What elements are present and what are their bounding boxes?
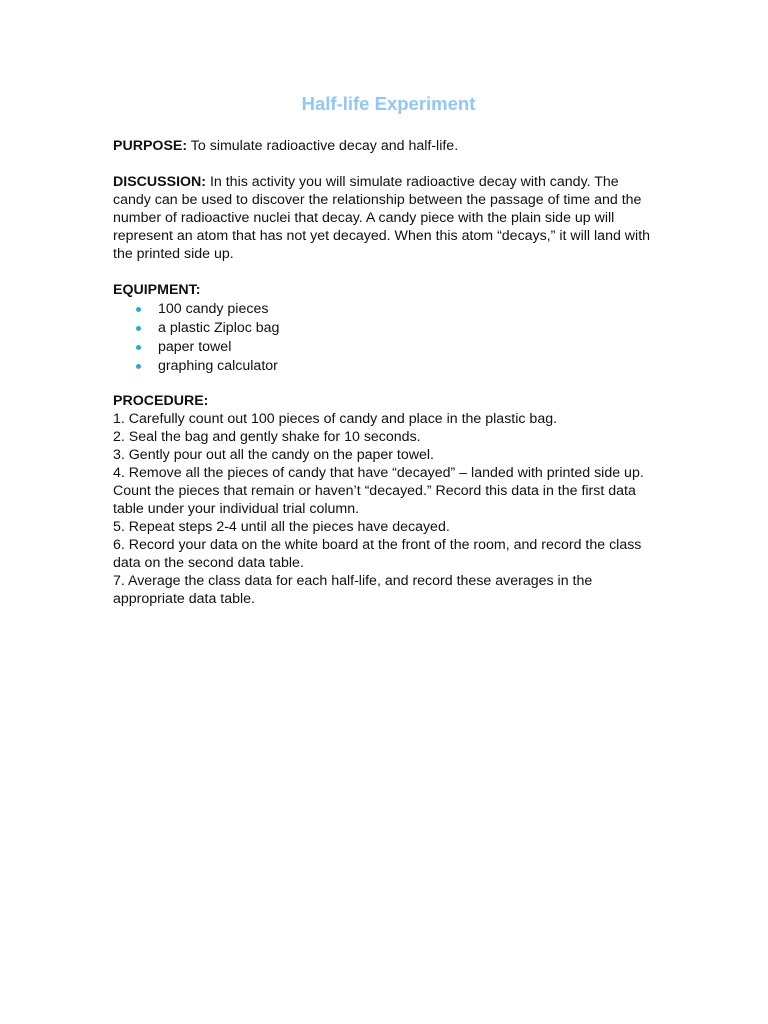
purpose-label: PURPOSE: xyxy=(113,138,188,154)
equipment-section xyxy=(113,281,658,376)
equipment-list xyxy=(113,300,658,376)
procedure-step: 7. Average the class data for each half-life, and record these averages in the appropriate data table. xyxy=(113,573,593,607)
page-title: Half-life Experiment xyxy=(301,93,476,114)
procedure-step: 2. Seal the bag and gently shake for 10 seconds. xyxy=(113,429,421,445)
procedure-step: 6. Record your data on the white board at the front of the room, and record the class data on the second data table. xyxy=(113,537,642,571)
list-item-text: a plastic Ziploc bag xyxy=(158,320,280,336)
procedure-step: 1. Carefully count out 100 pieces of candy and place in the plastic bag. xyxy=(113,411,558,427)
list-item-text: graphing calculator xyxy=(158,358,278,374)
procedure-section xyxy=(113,392,658,608)
document-body xyxy=(113,92,658,608)
list-item xyxy=(113,319,658,338)
purpose-section xyxy=(113,137,658,155)
procedure-note: Count the pieces that remain or haven’t “decayed.” Record this data in the first data table under your individual trial column. xyxy=(113,483,636,517)
equipment-heading: EQUIPMENT: xyxy=(113,282,201,298)
discussion-text: In this activity you will simulate radioactive decay with candy. The candy can be used to discover the relationship between the passage of time and the number of radioactive nuclei that decay. A candy piece with the plain side up will represent an atom that has not yet decayed. When this atom “decays,” it will land with the printed side up. xyxy=(113,174,651,262)
list-item xyxy=(113,357,658,376)
bullet-icon xyxy=(136,326,141,331)
procedure-step: 5. Repeat steps 2-4 until all the pieces have decayed. xyxy=(113,519,450,535)
procedure-step: 3. Gently pour out all the candy on the paper towel. xyxy=(113,447,434,463)
procedure-step: 4. Remove all the pieces of candy that have “decayed” – landed with printed side up. xyxy=(113,465,644,481)
discussion-section xyxy=(113,173,658,263)
discussion-label: DISCUSSION: xyxy=(113,174,207,190)
bullet-icon xyxy=(136,307,141,312)
list-item xyxy=(113,300,658,319)
bullet-icon xyxy=(136,364,141,369)
procedure-heading: PROCEDURE: xyxy=(113,393,209,409)
bullet-icon xyxy=(136,345,141,350)
list-item xyxy=(113,338,658,357)
purpose-text: To simulate radioactive decay and half-life. xyxy=(187,138,459,154)
list-item-text: 100 candy pieces xyxy=(158,301,269,317)
list-item-text: paper towel xyxy=(158,339,232,355)
